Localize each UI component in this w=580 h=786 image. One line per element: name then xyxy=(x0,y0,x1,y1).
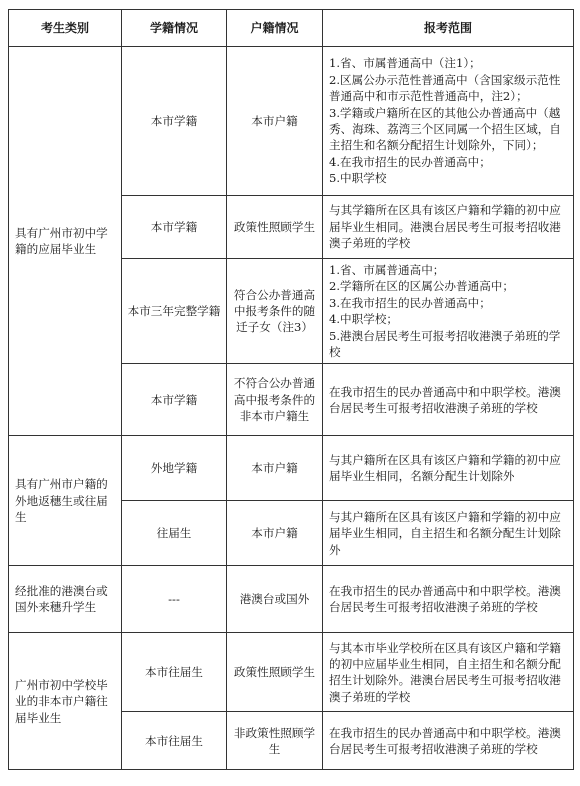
category-cell: 广州市初中学校毕业的非本市户籍往届毕业生 xyxy=(9,633,122,770)
scope-item: 在我市招生的民办普通高中和中职学校。港澳台居民考生可报考招收港澳子弟班的学校 xyxy=(329,584,561,615)
scope-item: 2.区属公办示范性普通高中（含国家级示范性普通高中和市示范性普通高中，注2）； xyxy=(329,72,561,104)
household-cell: 政策性照顾学生 xyxy=(227,633,323,712)
table-row xyxy=(9,566,574,633)
scope-item: 与其学籍所在区具有该区户籍和学籍的初中应届毕业生相同。港澳台居民考生可报考招收港澳子弟班的学校 xyxy=(329,203,561,251)
scope-item: 2.学籍所在区的区属公办普通高中； xyxy=(329,279,514,294)
scope-item: 与其本市毕业学校所在区具有该区户籍和学籍的初中应届毕业生相同，自主招生和名额分配招生计划除外。港澳台居民考生可报考招收港澳子弟班的学校 xyxy=(329,640,561,704)
category-cell: 经批准的港澳台或国外来穗升学生 xyxy=(9,566,122,633)
scope-cell xyxy=(323,566,574,633)
scope-item: 4.中职学校； xyxy=(329,312,399,327)
scope-cell xyxy=(323,259,574,364)
school-status-cell: --- xyxy=(122,566,227,633)
school-status-cell: 本市往届生 xyxy=(122,712,227,770)
household-cell: 不符合公办普通高中报考条件的非本市户籍生 xyxy=(227,364,323,436)
scope-cell xyxy=(323,633,574,712)
scope-item: 5.中职学校 xyxy=(329,171,387,186)
scope-cell xyxy=(323,501,574,566)
scope-item: 3.在我市招生的民办普通高中； xyxy=(329,295,491,310)
table-row xyxy=(9,436,574,501)
scope-cell xyxy=(323,364,574,436)
school-status-cell: 本市学籍 xyxy=(122,364,227,436)
household-cell: 非政策性照顾学生 xyxy=(227,712,323,770)
scope-cell xyxy=(323,712,574,770)
admission-scope-table xyxy=(8,9,574,770)
header-row xyxy=(9,10,574,47)
household-cell: 本市户籍 xyxy=(227,436,323,501)
header-household: 户籍情况 xyxy=(227,10,323,47)
school-status-cell: 本市学籍 xyxy=(122,47,227,196)
household-cell: 政策性照顾学生 xyxy=(227,196,323,259)
table-row xyxy=(9,47,574,196)
scope-item: 与其户籍所在区具有该区户籍和学籍的初中应届毕业生相同，名额分配生计划除外 xyxy=(329,453,561,484)
scope-item: 1.省、市属普通高中（注1）； xyxy=(329,56,481,71)
scope-item: 在我市招生的民办普通高中和中职学校。港澳台居民考生可报考招收港澳子弟班的学校 xyxy=(329,384,561,415)
school-status-cell: 本市学籍 xyxy=(122,196,227,259)
scope-item: 与其户籍所在区具有该区户籍和学籍的初中应届毕业生相同，自主招生和名额分配生计划除外 xyxy=(329,509,561,557)
school-status-cell: 本市往届生 xyxy=(122,633,227,712)
scope-item: 1.省、市属普通高中； xyxy=(329,263,445,277)
school-status-cell: 往届生 xyxy=(122,501,227,566)
scope-cell xyxy=(323,47,574,196)
school-status-cell: 外地学籍 xyxy=(122,436,227,501)
scope-item: 5.港澳台居民考生可报考招收港澳子弟班的学校 xyxy=(329,328,561,360)
household-cell: 符合公办普通高中报考条件的随迁子女（注3） xyxy=(227,259,323,364)
household-cell: 本市户籍 xyxy=(227,501,323,566)
scope-cell xyxy=(323,196,574,259)
scope-item: 在我市招生的民办普通高中和中职学校。港澳台居民考生可报考招收港澳子弟班的学校 xyxy=(329,725,561,756)
school-status-cell: 本市三年完整学籍 xyxy=(122,259,227,364)
household-cell: 本市户籍 xyxy=(227,47,323,196)
table-row xyxy=(9,633,574,712)
table-body xyxy=(9,47,574,770)
header-school-status: 学籍情况 xyxy=(122,10,227,47)
scope-item: 3.学籍或户籍所在区的其他公办普通高中（越秀、海珠、荔湾三个区同属一个招生区域，自主招生和名额分配招生计划除外，下同）； xyxy=(329,105,561,153)
scope-cell xyxy=(323,436,574,501)
household-cell: 港澳台或国外 xyxy=(227,566,323,633)
category-cell: 具有广州市户籍的外地返穗生或往届生 xyxy=(9,436,122,566)
document xyxy=(8,9,574,770)
category-cell: 具有广州市初中学籍的应届毕业生 xyxy=(9,47,122,436)
header-scope: 报考范围 xyxy=(323,10,574,47)
header-category: 考生类别 xyxy=(9,10,122,47)
scope-item: 4.在我市招生的民办普通高中； xyxy=(329,154,491,169)
